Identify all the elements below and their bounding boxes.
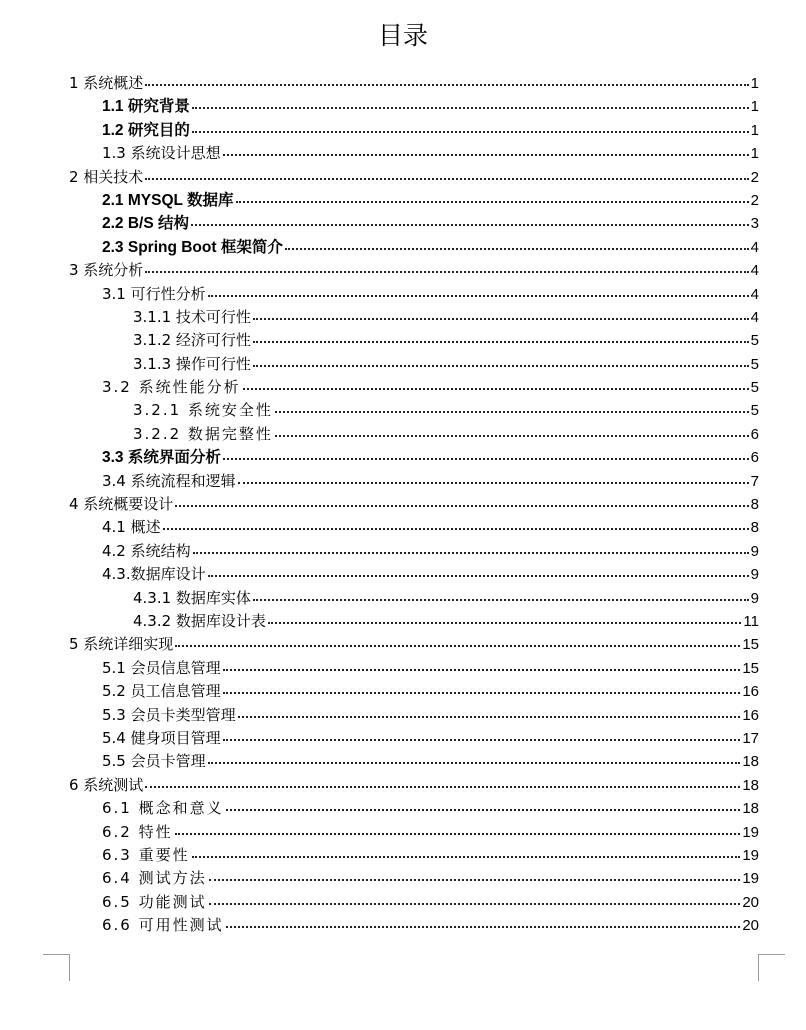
toc-dot-leader [253,306,749,320]
page-corner-mark-left [43,954,70,981]
toc-page-number: 8 [750,496,759,514]
toc-page-number: 18 [742,776,759,794]
toc-dot-leader [223,680,741,694]
toc-entry-text: 6 系统测试 [69,775,144,794]
toc-entry-text: 3.1.1 技术可行性 [133,307,251,326]
toc-entry-text: 6.3 重要性 [102,845,190,864]
toc-entry-text: 5.3 会员卡类型管理 [102,705,236,724]
toc-entry-text: 4.2 系统结构 [102,541,191,560]
toc-entry-text: 6.2 特性 [102,822,173,841]
toc-entry-text: 2.3 Spring Boot 框架简介 [102,238,283,256]
toc-entry-text: 1 系统概述 [69,74,144,92]
toc-entry-text: 5 系统详细实现 [69,635,174,654]
toc-entry[interactable] [69,446,759,469]
toc-entry-text: 6.6 可用性测试 [102,916,224,935]
toc-dot-leader [145,774,740,788]
toc-page-number: 2 [750,191,759,209]
toc-entry[interactable] [69,750,759,773]
toc-entry[interactable] [69,727,759,750]
toc-entry-text: 1.3 系统设计思想 [102,144,221,163]
toc-page-number: 16 [742,706,759,724]
toc-entry-text: 5.5 会员卡管理 [102,752,206,771]
toc-entry[interactable] [69,376,759,399]
toc-page-number: 1 [750,121,759,139]
toc-page-number: 1 [750,145,759,163]
toc-page-number: 9 [750,589,759,607]
toc-entry[interactable] [69,821,759,844]
toc-dot-leader [223,142,749,156]
toc-entry[interactable] [69,353,759,376]
toc-dot-leader [192,119,749,133]
toc-page-number: 16 [742,683,759,701]
toc-dot-leader [253,329,749,343]
toc-page-number: 2 [750,168,759,186]
toc-entry-text: 4 系统概要设计 [69,495,174,514]
toc-page-number: 3 [750,215,759,233]
toc-entry[interactable] [69,142,759,165]
toc-dot-leader [209,891,741,905]
toc-page-number: 20 [742,917,759,935]
toc-dot-leader [285,236,749,250]
toc-entry[interactable] [69,259,759,282]
toc-dot-leader [145,72,748,86]
toc-dot-leader [145,259,748,273]
toc-entry-text: 1.1 研究背景 [102,98,190,116]
toc-dot-leader [236,189,749,203]
toc-dot-leader [163,516,749,530]
toc-dot-leader [175,493,748,507]
toc-entry-text: 3.1 可行性分析 [102,284,206,303]
toc-entry-text: 3.4 系统流程和逻辑 [102,471,236,490]
toc-page-number: 1 [750,75,759,92]
toc-page-number: 5 [750,355,759,373]
toc-entry-text: 3.2.2 数据完整性 [133,424,273,443]
toc-entry[interactable] [69,704,759,727]
toc-page-number: 4 [750,308,759,326]
toc-entry[interactable] [69,633,759,656]
toc-page-number: 15 [742,659,759,677]
toc-page-number: 5 [750,402,759,420]
toc-entry[interactable] [69,867,759,890]
toc-dot-leader [208,563,749,577]
toc-entry[interactable] [69,236,759,259]
toc-page-number: 4 [750,262,759,280]
toc-page-number: 18 [742,753,759,771]
toc-entry-text: 6.4 测试方法 [102,869,207,888]
toc-entry[interactable] [69,306,759,329]
toc-dot-leader [175,633,740,647]
toc-dot-leader [223,657,741,671]
toc-page-number: 6 [750,449,759,467]
toc-entry-text: 1.2 研究目的 [102,121,190,139]
toc-dot-leader [275,399,749,413]
toc-entry-text: 3.3 系统界面分析 [102,449,221,467]
toc-entry[interactable] [69,914,759,937]
toc-page-number: 1 [750,98,759,116]
toc-entry-text: 3.2.1 系统安全性 [133,401,273,420]
toc-dot-leader [208,283,749,297]
toc-dot-leader [145,166,748,180]
toc-dot-leader [226,797,741,811]
toc-entry[interactable] [69,119,759,142]
toc-entry[interactable] [69,329,759,352]
toc-entry-text: 2 相关技术 [69,167,144,186]
page-corner-mark-right [758,954,785,981]
toc-dot-leader [192,95,749,109]
toc-entry-text: 5.1 会员信息管理 [102,658,221,677]
toc-dot-leader [268,610,741,624]
toc-page-number: 4 [750,238,759,256]
toc-entry[interactable] [69,189,759,212]
toc-entry[interactable] [69,72,759,95]
table-of-contents [69,72,759,937]
toc-entry-text: 5.4 健身项目管理 [102,728,221,747]
toc-page-number: 4 [750,285,759,303]
toc-page-number: 7 [750,472,759,490]
toc-entry-text: 4.3.1 数据库实体 [133,588,251,607]
toc-entry[interactable] [69,95,759,118]
toc-entry-text: 3 系统分析 [69,261,144,280]
toc-entry[interactable] [69,166,759,189]
toc-entry-text: 3.1.3 操作可行性 [133,354,251,373]
toc-entry-text: 6.5 功能测试 [102,892,207,911]
toc-entry[interactable] [69,470,759,493]
toc-dot-leader [193,540,749,554]
toc-dot-leader [191,212,749,226]
toc-entry[interactable] [69,587,759,610]
toc-entry[interactable] [69,844,759,867]
toc-entry[interactable] [69,212,759,235]
toc-dot-leader [192,844,741,858]
toc-entry-text: 2.1 MYSQL 数据库 [102,191,234,209]
toc-page-number: 20 [742,893,759,911]
toc-entry-text: 4.3.2 数据库设计表 [133,611,266,630]
toc-entry[interactable] [69,610,759,633]
toc-entry[interactable] [69,563,759,586]
toc-entry[interactable] [69,891,759,914]
toc-page-number: 19 [742,846,759,864]
toc-page-number: 9 [750,542,759,560]
toc-dot-leader [175,821,741,835]
toc-entry-text: 4.1 概述 [102,518,161,537]
toc-entry[interactable] [69,516,759,539]
toc-page-number: 9 [750,566,759,584]
toc-dot-leader [238,704,741,718]
toc-page-number: 8 [750,519,759,537]
toc-dot-leader [223,727,741,741]
toc-dot-leader [208,750,741,764]
toc-dot-leader [226,914,741,928]
toc-entry-text: 3.1.2 经济可行性 [133,331,251,350]
toc-entry[interactable] [69,657,759,680]
toc-dot-leader [209,867,741,881]
toc-entry-text: 4.3.数据库设计 [102,565,206,584]
toc-entry-text: 3.2 系统性能分析 [102,378,241,397]
toc-entry[interactable] [69,423,759,446]
toc-page-number: 17 [742,729,759,747]
toc-title: 目录 [377,21,428,50]
toc-page-number: 5 [750,379,759,397]
toc-dot-leader [223,446,749,460]
toc-page-number: 11 [743,612,759,630]
toc-page-number: 19 [742,870,759,888]
toc-page-number: 5 [750,332,759,350]
toc-entry[interactable] [69,493,759,516]
toc-entry-text: 6.1 概念和意义 [102,799,224,818]
toc-entry[interactable] [69,399,759,422]
toc-entry-text: 5.2 员工信息管理 [102,682,221,701]
toc-page-number: 6 [750,425,759,443]
toc-dot-leader [275,423,749,437]
toc-dot-leader [243,376,749,390]
toc-dot-leader [253,587,749,601]
toc-dot-leader [253,353,749,367]
toc-dot-leader [238,470,749,484]
toc-entry[interactable] [69,797,759,820]
toc-entry-text: 2.2 B/S 结构 [102,215,189,233]
toc-page-number: 18 [742,800,759,818]
toc-entry[interactable] [69,283,759,306]
toc-entry[interactable] [69,774,759,797]
toc-page-number: 19 [742,823,759,841]
toc-entry[interactable] [69,540,759,563]
toc-page-number: 15 [742,636,759,654]
toc-entry[interactable] [69,680,759,703]
